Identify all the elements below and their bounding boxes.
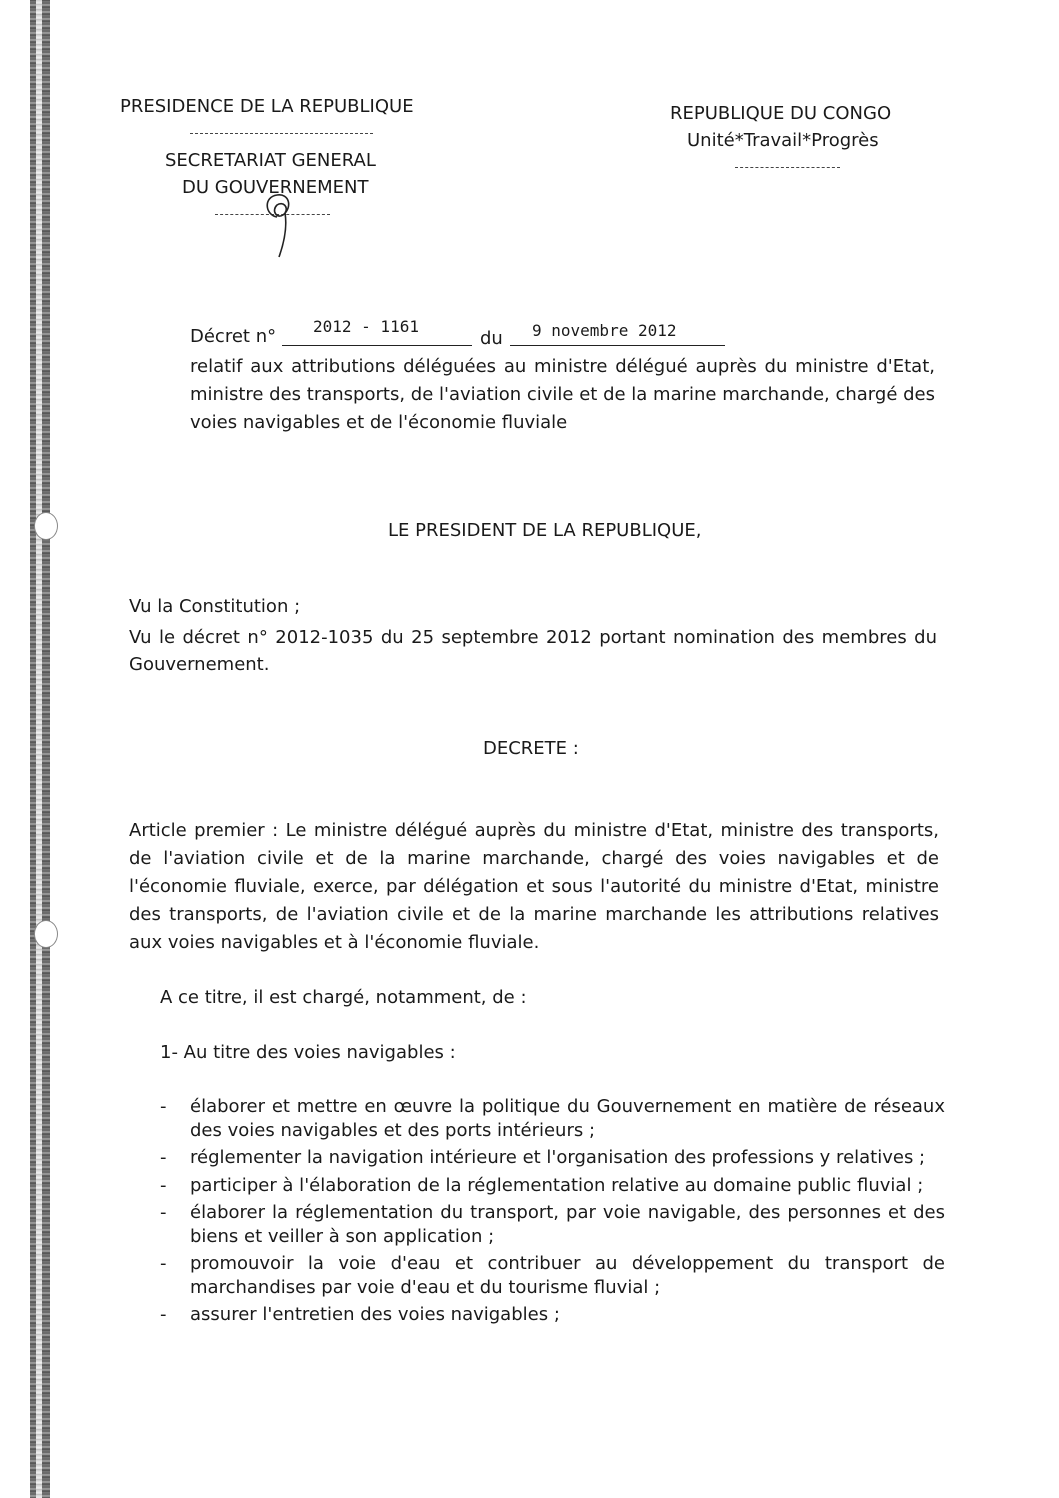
decrete-heading: DECRETE :	[483, 738, 579, 759]
header-left-line1: PRESIDENCE DE LA REPUBLIQUE	[120, 96, 414, 117]
article-premier-label: Article premier	[129, 820, 265, 841]
punch-hole	[34, 920, 58, 948]
vu-constitution: Vu la Constitution ;	[129, 596, 301, 617]
decree-date: 9 novembre 2012	[532, 321, 677, 340]
header-left-separator1	[190, 133, 373, 134]
president-heading: LE PRESIDENT DE LA REPUBLIQUE,	[388, 520, 702, 541]
header-right-motto: Unité*Travail*Progrès	[687, 130, 879, 151]
handwritten-initial-mark	[255, 185, 305, 265]
decree-date-underline	[510, 345, 725, 346]
scan-edge-highlight	[36, 0, 42, 1498]
section1-title: 1- Au titre des voies navigables :	[160, 1042, 456, 1063]
decree-number: 2012 - 1161	[313, 317, 419, 336]
list-item: - assurer l'entretien des voies navigables ;	[160, 1304, 560, 1325]
list-item: - participer à l'élaboration de la réglementation relative au domaine public fluvial ;	[160, 1174, 924, 1196]
decree-subject: relatif aux attributions déléguées au ministre délégué auprès du ministre d'Etat, ministre des transports, de l'aviation civile et de la marine marchande, chargé des voies navigables et de l'économie fluviale	[190, 356, 935, 433]
list-item: - réglementer la navigation intérieure et l'organisation des professions y relatives ;	[160, 1147, 926, 1168]
header-left-line3: DU GOUVERNEMENT	[182, 177, 369, 198]
header-left-line2: SECRETARIAT GENERAL	[165, 150, 376, 171]
article-premier-text: : Le ministre délégué auprès du ministre d'Etat, ministre des transports, de l'aviation civile et de la marine marchande, chargé des voies navigables et de l'économie fluviale, exerce, par délégation et sous l'autorité du ministre d'Etat, ministre des transports, de l'aviation civile et de la marine marchande les attributions relatives aux voies navigables et à l'économie fluviale.	[129, 820, 939, 953]
header-right-line1: REPUBLIQUE DU CONGO	[670, 103, 892, 124]
punch-hole	[34, 512, 58, 540]
list-item: - élaborer et mettre en œuvre la politique du Gouvernement en matière de réseaux des voies navigables et des ports intérieurs ;	[160, 1096, 945, 1141]
a-ce-titre: A ce titre, il est chargé, notamment, de :	[160, 987, 527, 1008]
decree-du: du	[480, 328, 503, 349]
attributions-list	[160, 1095, 945, 1331]
article-premier	[129, 817, 939, 957]
header-right-separator	[735, 167, 840, 168]
list-item: - élaborer la réglementation du transport, par voie navigable, des personnes et des biens et veiller à son application ;	[160, 1202, 945, 1247]
decree-number-underline	[282, 345, 472, 346]
vu-decret: Vu le décret n° 2012-1035 du 25 septembre 2012 portant nomination des membres du Gouvernement.	[129, 627, 937, 675]
decree-prefix: Décret n°	[190, 326, 277, 347]
list-item: - promouvoir la voie d'eau et contribuer au développement du transport de marchandises par voie d'eau et du tourisme fluvial ;	[160, 1253, 945, 1298]
